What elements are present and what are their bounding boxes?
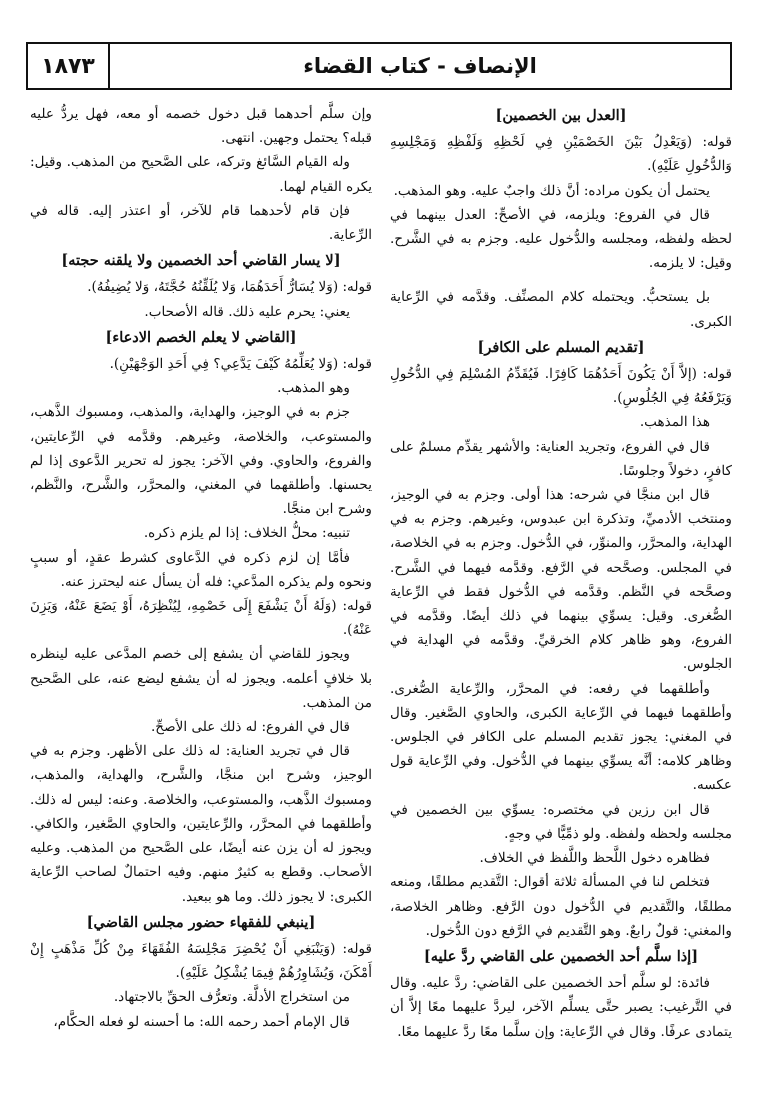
body-paragraph: جزم به في الوجيز، والهداية، والمذهب، ومسبوك الذَّهب، والمستوعب، والخلاصة، وغيرهم. وقدَّمه في الرِّعايتين، والفروع، والحاوي. وفي الآخر: يجوز له تحرير الدَّعوى إذا لم يحسنها. وأطلقهما في المغني، والمحرَّر، والشَّرح، والنَّظم، وشرح ابن منجَّا. bbox=[30, 404, 372, 518]
body-paragraph: فظاهره دخول اللَّحظ واللَّفظ في الخلاف. bbox=[479, 850, 710, 867]
body-paragraph: من استخراج الأدلَّة. وتعرُّف الحقِّ بالاجتهاد. bbox=[113, 989, 350, 1006]
body-paragraph: قال في الفروع: له ذلك على الأصحِّ. bbox=[150, 719, 350, 736]
running-title: الإنصاف - كتاب القضاء bbox=[303, 54, 537, 78]
body-paragraph: فائدة: لو سلَّم أحد الخصمين على القاضي: ردَّ عليه. وقال في التَّرغيب: يصبر حتَّى يسلِّم الآخر، ليردَّ عليهما معًا إلاَّ أن يتمادى عرفًا. وقال في الرِّعاية: وإن سلَّما معًا ردَّ عليهما معًا. bbox=[390, 975, 732, 1040]
left-column bbox=[30, 102, 372, 1034]
quoted-matn-paragraph: قوله: (وَيَنْبَغِي أَنْ يُحْضِرَ مَجْلِسَهُ الفُقَهَاءَ مِنْ كُلِّ مَذْهَبٍ إِنْ أَمْكَنَ، وَيُشَاوِرُهُمْ فِيمَا يُشْكِلُ عَلَيْهِ). bbox=[30, 940, 372, 982]
section-heading: [تقديم المسلم على الكافر] bbox=[477, 338, 645, 356]
body-paragraph: فأمَّا إن لزم ذكره في الدَّعاوى كشرط عقدٍ، أو سببٍ ونحوه ولم يذكره المدَّعي: فله أن يسأل عنه ليحترز عنه. bbox=[30, 549, 372, 590]
body-paragraph: فإن قام لأحدهما قام للآخر، أو اعتذر إليه. قاله في الرِّعاية. bbox=[30, 202, 372, 244]
section-heading: [العدل بين الخصمين] bbox=[495, 107, 627, 124]
section-heading: [القاضي لا يعلم الخصم الادعاء] bbox=[105, 328, 297, 346]
body-paragraph: وله القيام السَّائغ وتركه، على الصَّحيح من المذهب. وقيل: يكره القيام لهما. bbox=[30, 154, 372, 195]
section-heading: [إذا سلَّم أحد الخصمين على القاضي ردَّ عليه] bbox=[423, 947, 699, 965]
body-paragraph: وهو المذهب. bbox=[277, 380, 350, 397]
page-number: ١٨٧٣ bbox=[28, 44, 110, 88]
body-paragraph: قال الإمام أحمد رحمه الله: ما أحسنه لو فعله الحكَّام، bbox=[53, 1013, 350, 1030]
body-paragraph: قال في تجريد العناية: له ذلك على الأظهر. وجزم به في الوجيز، وشرح ابن منجَّا، والشَّرح، والهداية، والمذهب، ومسبوك الذَّهب، والمستوعب، والخلاصة. وعنه: ليس له ذلك. وأطلقهما في المحرَّر، والرِّعايتين، والحاوي الصَّغير، والكافي. ويجوز له أن يزن عنه أيضًا، على الصَّحيح من المذهب. وعليه الأصحاب. وقطع به كثيرٌ منهم. وفيه احتمالٌ لصاحب الرِّعاية الكبرى: لا يجوز ذلك. وما هو ببعيد. bbox=[30, 743, 372, 905]
body-paragraph: قال ابن منجَّا في شرحه: هذا أولى. وجزم به في الوجيز، ومنتخب الأدميِّ، وتذكرة ابن عبدوس، وغيرهم. وجزم به في الهداية، والمحرَّر، والمنوِّر، في الدُّخول. وجزم به في الخلاصة، في المجلس. وصحَّحه في الرَّفع. وقدَّمه فيهما في الشَّرح. وصحَّحه في النَّظم. وقدَّمه في الدُّخول فقط في الرِّعاية الصُّغرى. وقيل: يسوِّي بينهما في ذلك أيضًا. وقدَّمه في الفروع، وهو ظاهر كلام الخرقيِّ. وقدَّمه في الهداية في الجلوس. bbox=[390, 487, 733, 673]
quoted-matn-paragraph: قوله: (وَلا يُسَارُّ أَحَدَهُمَا، وَلا يُلَقِّنُهُ حُجَّتَهُ، وَلا يُضِيفُهُ). bbox=[87, 279, 372, 296]
body-paragraph: يحتمل أن يكون مراده: أنَّ ذلك واجبٌ عليه. وهو المذهب. bbox=[393, 182, 710, 199]
body-paragraph: تنبيه: محلُّ الخلاف: إذا لم يلزم ذكره. bbox=[143, 525, 350, 542]
quoted-matn-paragraph: وإن سلَّم أحدهما قبل دخول خصمه أو معه، فهل يردُّ عليه قبله؟ يحتمل وجهين. انتهى. bbox=[30, 106, 372, 147]
body-paragraph: فتخلص لنا في المسألة ثلاثة أقوال: التَّقديم مطلقًا، ومنعه مطلقًا، والتَّقديم في الدُّخول دون الرَّفع. وظاهر الخلاصة، والمغني: قولٌ رابعٌ. وهو التَّقديم في الرَّفع دون الدُّخول. bbox=[390, 874, 732, 939]
right-column bbox=[390, 102, 732, 1044]
quoted-matn-paragraph: قوله: (إلاَّ أَنْ يَكُونَ أَحَدُهُمَا كَافِرًا. فَيُقَدِّمُ المُسْلِمَ فِي الدُّخُولِ وَيَرْفَعُهُ فِي الجُلُوسِ). bbox=[390, 366, 732, 407]
section-heading: [ينبغي للفقهاء حضور مجلس القاضي] bbox=[86, 913, 316, 931]
quoted-matn-paragraph: قوله: (وَيَعْدِلُ بَيْنَ الخَصْمَيْنِ فِي لَحْظِهِ وَلَفْظِهِ وَمَجْلِسِهِ وَالدُّخُولِ عَلَيْهِ). bbox=[390, 134, 732, 175]
quoted-matn-paragraph: قوله: (وَلا يُعَلِّمُهُ كَيْفَ يَدَّعِي؟ فِي أَحَدِ الوَجْهَيْنِ). bbox=[109, 356, 372, 373]
body-paragraph: ويجوز للقاضي أن يشفع إلى خصم المدَّعى عليه لينظره بلا خلافٍ أعلمه. ويجوز له أن يشفع ليضع عنه، على الصَّحيح من المذهب. bbox=[30, 646, 372, 711]
body-paragraph: يعني: يحرم عليه ذلك. قاله الأصحاب. bbox=[144, 303, 350, 320]
body-paragraph: بل يستحبُّ. ويحتمله كلام المصنِّف. وقدَّمه في الرِّعاية الكبرى. bbox=[390, 289, 732, 330]
body-paragraph: قال ابن رزين في مختصره: يسوِّي بين الخصمين في مجلسه ولحظه ولفظه. ولو ذمِّيًّا في وجهٍ. bbox=[390, 801, 732, 842]
body-paragraph: قال في الفروع: ويلزمه، في الأصحِّ: العدل بينهما في لحظه ولفظه، ومجلسه والدُّخول عليه. وجزم به في الشَّرح. وقيل: لا يلزمه. bbox=[390, 206, 732, 272]
section-heading: [لا يسار القاضي أحد الخصمين ولا يلقنه حجته] bbox=[61, 252, 341, 270]
body-paragraph: هذا المذهب. bbox=[639, 414, 710, 431]
quoted-matn-paragraph: قوله: (وَلَهُ أَنْ يَشْفَعَ إِلَى خَصْمِهِ، لِيُنْظِرَهُ، أَوْ يَضَعَ عَنْهُ، وَيَزِنَ عَنْهُ). bbox=[30, 598, 372, 639]
body-paragraph: قال في الفروع، وتجريد العناية: والأشهر يقدِّم مسلمٌ على كافرٍ، دخولاً وجلوسًا. bbox=[390, 438, 732, 479]
body-paragraph: وأطلقهما في رفعه: في المحرَّر، والرِّعاية الصُّغرى. وأطلقهما فيهما في الرِّعاية الكبرى، والحاوي الصَّغير. وقال في المغني: يجوز تقديم المسلم على الكافر في الجلوس. وظاهر كلامه: أنَّه يسوِّي بينهما في الدُّخول. وفي الرِّعاية قول عكسه. bbox=[390, 680, 732, 794]
running-header bbox=[26, 42, 732, 90]
